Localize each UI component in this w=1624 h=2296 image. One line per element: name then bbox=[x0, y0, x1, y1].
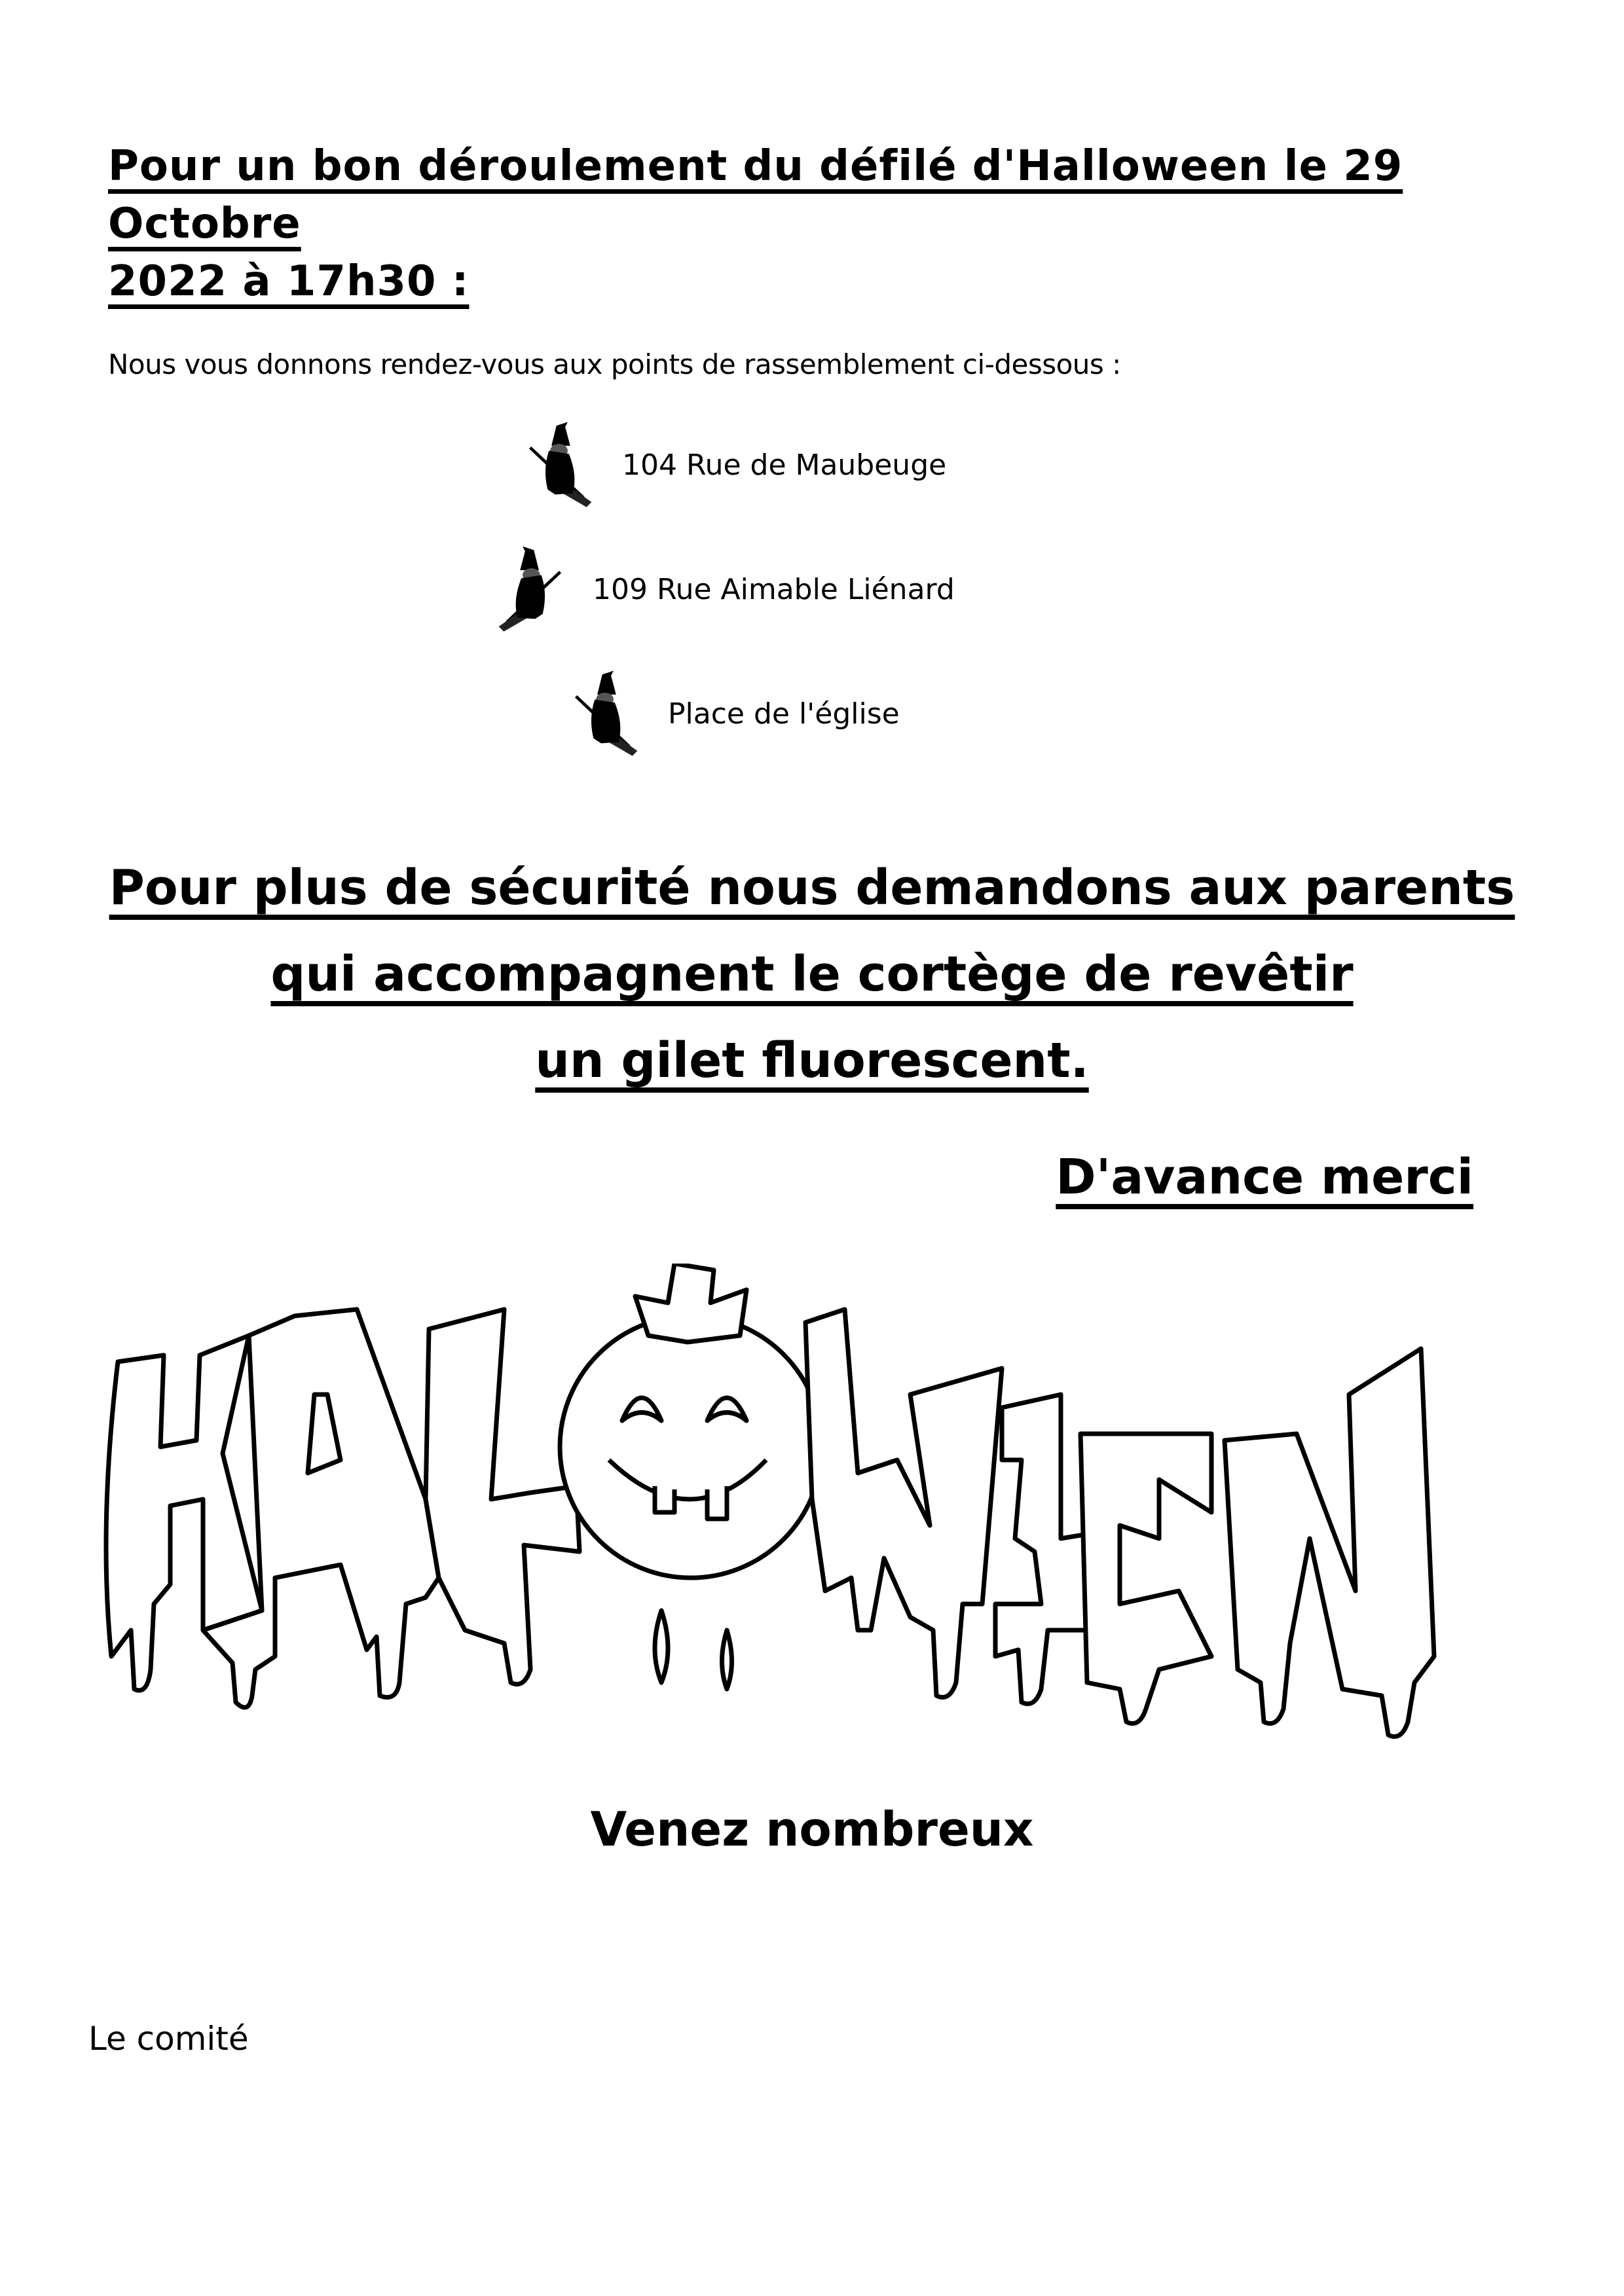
event-heading bbox=[108, 137, 1496, 310]
location-label: 104 Rue de Maubeuge bbox=[622, 448, 947, 482]
safety-notice bbox=[98, 845, 1526, 1104]
heading-line-1: Pour un bon déroulement du défilé d'Halloween le 29 Octobre bbox=[108, 142, 1403, 248]
halloween-lettering-art bbox=[98, 1264, 1526, 1761]
location-item bbox=[570, 668, 900, 759]
call-to-action-text: Venez nombreux bbox=[590, 1802, 1034, 1857]
location-label: 109 Rue Aimable Liénard bbox=[593, 572, 955, 606]
location-label: Place de l'église bbox=[668, 697, 900, 731]
witch-on-broom-icon bbox=[494, 543, 566, 635]
location-item bbox=[524, 419, 946, 511]
location-item bbox=[494, 543, 955, 635]
heading-line-2: 2022 à 17h30 : bbox=[108, 257, 470, 306]
notice-line-2: qui accompagnent le cortège de revêtir bbox=[270, 946, 1354, 1002]
witch-on-broom-icon bbox=[570, 668, 642, 759]
notice-line-1: Pour plus de sécurité nous demandons aux parents bbox=[109, 860, 1515, 916]
meeting-points-intro: Nous vous donnons rendez-vous aux points de rassemblement ci-dessous : bbox=[108, 348, 1121, 380]
notice-line-3: un gilet fluorescent. bbox=[535, 1032, 1089, 1089]
thanks-text: D'avance merci bbox=[1056, 1149, 1473, 1205]
witch-on-broom-icon bbox=[524, 419, 596, 511]
signature: Le comité bbox=[88, 2020, 249, 2058]
